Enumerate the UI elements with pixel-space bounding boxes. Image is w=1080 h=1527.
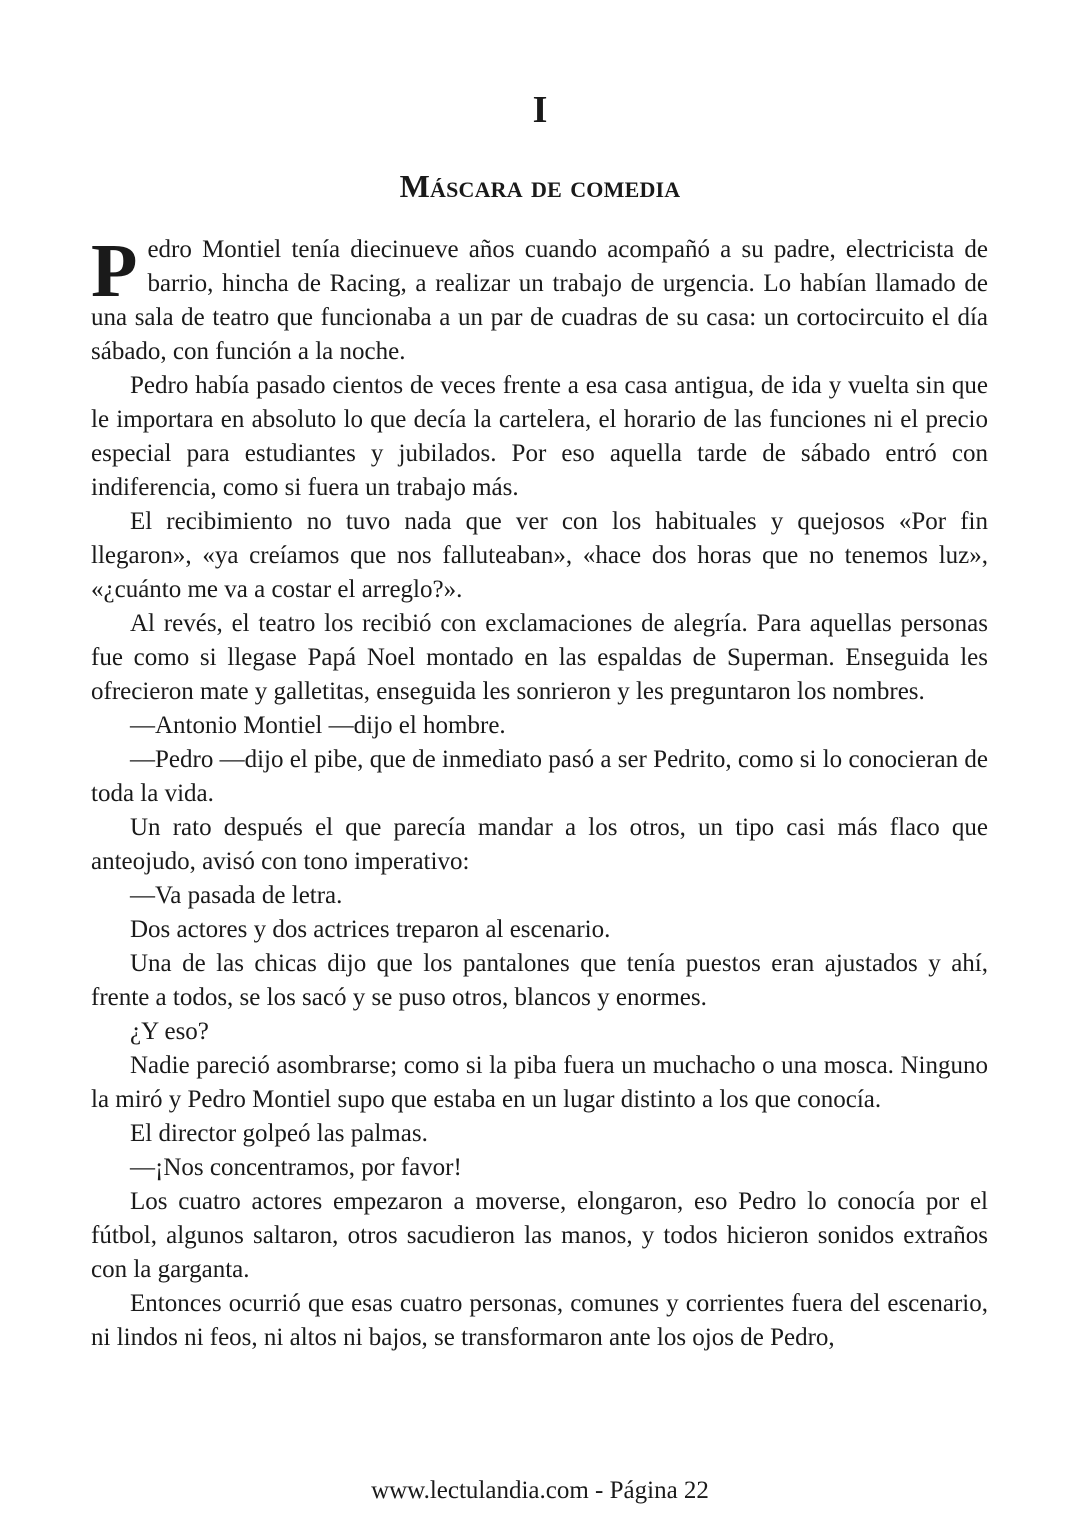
- text-body: [91, 229, 988, 1355]
- paragraph: Los cuatro actores empezaron a moverse, elongaron, eso Pedro lo conocía por el fútbol, algunos saltaron, otros sacudieron las manos, y todos hicieron sonidos extraños con la garganta.: [91, 1188, 988, 1283]
- paragraph: [91, 229, 988, 369]
- dialogue-line: —¡Nos concentramos, por favor!: [130, 1154, 462, 1181]
- paragraph: Al revés, el teatro los recibió con exclamaciones de alegría. Para aquellas personas fue como si llegase Papá Noel montado en las espaldas de Superman. Enseguida les ofrecieron mate y galletitas, enseguida les sonrieron y les preguntaron los nombres.: [91, 610, 988, 705]
- paragraph: Dos actores y dos actrices treparon al escenario.: [130, 916, 611, 943]
- dialogue-line: —Antonio Montiel —dijo el hombre.: [130, 712, 506, 739]
- paragraph-text: edro Montiel tenía diecinueve años cuando acompañó a su padre, electricista de barrio, hincha de Racing, a realizar un trabajo de urgencia. Lo habían llamado de una sala de teatro que funcionaba a un par de cuadras de su casa: un cortocircuito el día sábado, con función a la noche.: [91, 236, 988, 365]
- paragraph: Un rato después el que parecía mandar a los otros, un tipo casi más flaco que anteojudo, avisó con tono imperativo:: [91, 814, 988, 875]
- dialogue-line: —Pedro —dijo el pibe, que de inmediato pasó a ser Pedrito, como si lo conocieran de toda la vida.: [91, 746, 988, 807]
- paragraph: El director golpeó las palmas.: [130, 1120, 428, 1147]
- chapter-number: I: [532, 89, 548, 131]
- page-footer: www.lectulandia.com - Página 22: [371, 1477, 709, 1504]
- drop-cap: P: [91, 229, 138, 313]
- chapter-title: Máscara de comedia: [399, 168, 681, 204]
- paragraph: ¿Y eso?: [130, 1018, 209, 1045]
- paragraph: Entonces ocurrió que esas cuatro personas, comunes y corrientes fuera del escenario, ni lindos ni feos, ni altos ni bajos, se transformaron ante los ojos de Pedro,: [91, 1290, 988, 1351]
- paragraph: Pedro había pasado cientos de veces frente a esa casa antigua, de ida y vuelta sin que le importara en absoluto lo que decía la cartelera, el horario de las funciones ni el precio especial para estudiantes y jubilados. Por eso aquella tarde de sábado entró con indiferencia, como si fuera un trabajo más.: [91, 372, 988, 501]
- paragraph: Nadie pareció asombrarse; como si la piba fuera un muchacho o una mosca. Ninguno la miró y Pedro Montiel supo que estaba en un lugar distinto a los que conocía.: [91, 1052, 988, 1113]
- paragraph: El recibimiento no tuvo nada que ver con los habituales y quejosos «Por fin llegaron», «ya creíamos que nos falluteaban», «hace dos horas que no tenemos luz», «¿cuánto me va a costar el arreglo?».: [91, 508, 988, 603]
- dialogue-line: —Va pasada de letra.: [130, 882, 343, 909]
- paragraph: Una de las chicas dijo que los pantalones que tenía puestos eran ajustados y ahí, frente a todos, se los sacó y se puso otros, blancos y enormes.: [91, 950, 988, 1011]
